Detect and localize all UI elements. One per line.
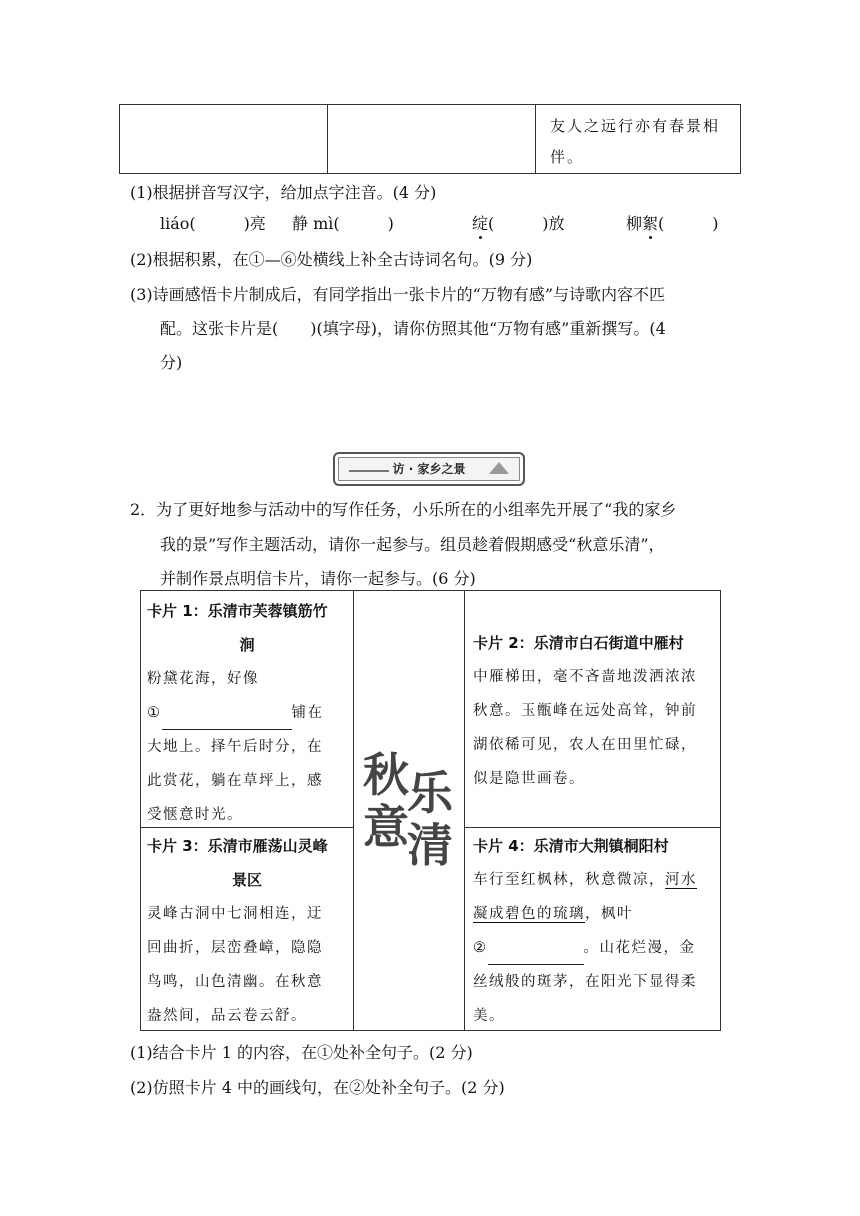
underlined-sentence: 凝成碧色的琉璃 — [473, 906, 585, 922]
calli-char-qing: 清 — [407, 818, 453, 872]
underlined-sentence: 河水 — [665, 872, 697, 888]
card-3-title: 卡片 3：乐清市雁荡山灵峰 — [147, 837, 328, 855]
grid-border — [140, 590, 721, 591]
grid-border — [140, 590, 141, 1031]
card-1-line: 受惬意时光。 — [147, 807, 243, 823]
pinyin-item-2: 静 mì( ) — [292, 214, 394, 233]
q1-sub3-line3: 分) — [160, 353, 183, 372]
q1-sub3-line1: (3)诗画感悟卡片制成后，有同学指出一张卡片的“万物有感”与诗歌内容不匹 — [130, 285, 666, 304]
banner-title: 访 · 家乡之景 — [392, 462, 466, 476]
card-2 — [473, 626, 718, 796]
card-1 — [147, 594, 347, 832]
card-3-line: 盎然间，品云卷云舒。 — [147, 1008, 307, 1024]
dotted-char: 絮 — [642, 211, 658, 234]
grid-border — [720, 590, 721, 1031]
card-4-line — [473, 931, 718, 965]
card-3-title-cont: 景区 — [231, 871, 262, 889]
q1-sub2: (2)根据积累，在①—⑥处横线上补全古诗词名句。(9 分) — [130, 250, 533, 269]
card-3 — [147, 829, 347, 1033]
card-1-line-rest: 铺在 — [291, 705, 324, 721]
card-1-line — [147, 696, 347, 730]
card-4-text: ，枫叶 — [585, 906, 633, 922]
blank-number: ① — [147, 705, 162, 721]
q2-line1: 2．为了更好地参与活动中的写作任务，小乐所在的小组率先开展了“我的家乡 — [130, 500, 677, 519]
top-table-cell-1 — [120, 105, 328, 174]
grid-border — [353, 590, 354, 1031]
card-3-line: 回曲折，层峦叠嶂，隐隐 — [147, 940, 323, 956]
card-4-line: 美。 — [473, 1008, 505, 1024]
fill-blank-2[interactable] — [488, 946, 584, 965]
card-4-title: 卡片 4：乐清市大荆镇桐阳村 — [473, 837, 669, 855]
card-4-text: 。山花烂漫，金 — [583, 940, 696, 956]
card-2-line: 中雁梯田，毫不吝啬地泼洒浓浓 — [473, 669, 697, 685]
pinyin-item-3 — [472, 211, 565, 234]
grid-border — [464, 590, 465, 1031]
q2-line3: 并制作景点明信卡片，请你一起参与。(6 分) — [160, 569, 476, 588]
calli-char-le: 乐 — [407, 766, 453, 820]
card-1-line: 大地上。择午后时分，在 — [147, 739, 323, 755]
grid-border — [464, 827, 721, 828]
card-4-line — [473, 897, 718, 931]
q2-line2: 我的景”写作主题活动，请你一起参与。组员趁着假期感受“秋意乐清”， — [160, 535, 665, 554]
dotted-char: 绽 — [472, 211, 488, 234]
card-1-title-cont: 涧 — [239, 636, 255, 654]
top-table-cell-3: 友人之远行亦有春景相伴。 — [536, 105, 741, 174]
pinyin-item-4 — [626, 211, 719, 234]
q1-sub1: (1)根据拼音写汉字，给加点字注音。(4 分) — [130, 183, 437, 202]
pinyin-item-3-rest: ( )放 — [488, 214, 565, 233]
card-2-line: 似是隐世画卷。 — [473, 771, 585, 787]
card-4-line — [473, 863, 718, 897]
fill-blank-1[interactable] — [162, 711, 292, 730]
card-4-line: 丝绒般的斑茅，在阳光下显得柔 — [473, 974, 697, 990]
card-1-line: 粉黛花海，好像 — [147, 671, 259, 687]
mountain-icon — [489, 462, 509, 474]
top-table — [119, 104, 741, 174]
card-4-text: 车行至红枫林，秋意微凉， — [473, 872, 665, 888]
blank-number: ② — [473, 940, 488, 956]
calli-char-qiu: 秋 — [363, 748, 409, 802]
card-1-line: 此赏花，躺在草坪上，感 — [147, 773, 323, 789]
calli-char-yi: 意 — [363, 800, 409, 854]
q1-sub3-line2: 配。这张卡片是( )(填字母)，请你仿照其他“万物有感”重新撰写。(4 — [160, 319, 666, 338]
section-banner — [333, 452, 525, 486]
card-3-line: 灵峰古洞中七洞相连，迂 — [147, 906, 323, 922]
card-3-line: 鸟鸣，山色清幽。在秋意 — [147, 974, 323, 990]
card-1-title: 卡片 1：乐清市芙蓉镇筋竹 — [147, 602, 328, 620]
q2-sub1: (1)结合卡片 1 的内容，在①处补全句子。(2 分) — [130, 1043, 473, 1062]
top-table-cell-2 — [328, 105, 536, 174]
pinyin-item-4-rest: ( ) — [658, 214, 719, 233]
q2-sub2: (2)仿照卡片 4 中的画线句，在②处补全句子。(2 分) — [130, 1078, 505, 1097]
pinyin-item-4-pre: 柳 — [626, 214, 643, 233]
card-4 — [473, 829, 718, 1033]
pinyin-item-1: liáo( )亮 — [160, 214, 266, 233]
card-2-title: 卡片 2：乐清市白石街道中雁村 — [473, 634, 684, 652]
card-2-line: 湖依稀可见，农人在田里忙碌， — [473, 737, 697, 753]
card-2-line: 秋意。玉甑峰在远处高耸，钟前 — [473, 703, 697, 719]
